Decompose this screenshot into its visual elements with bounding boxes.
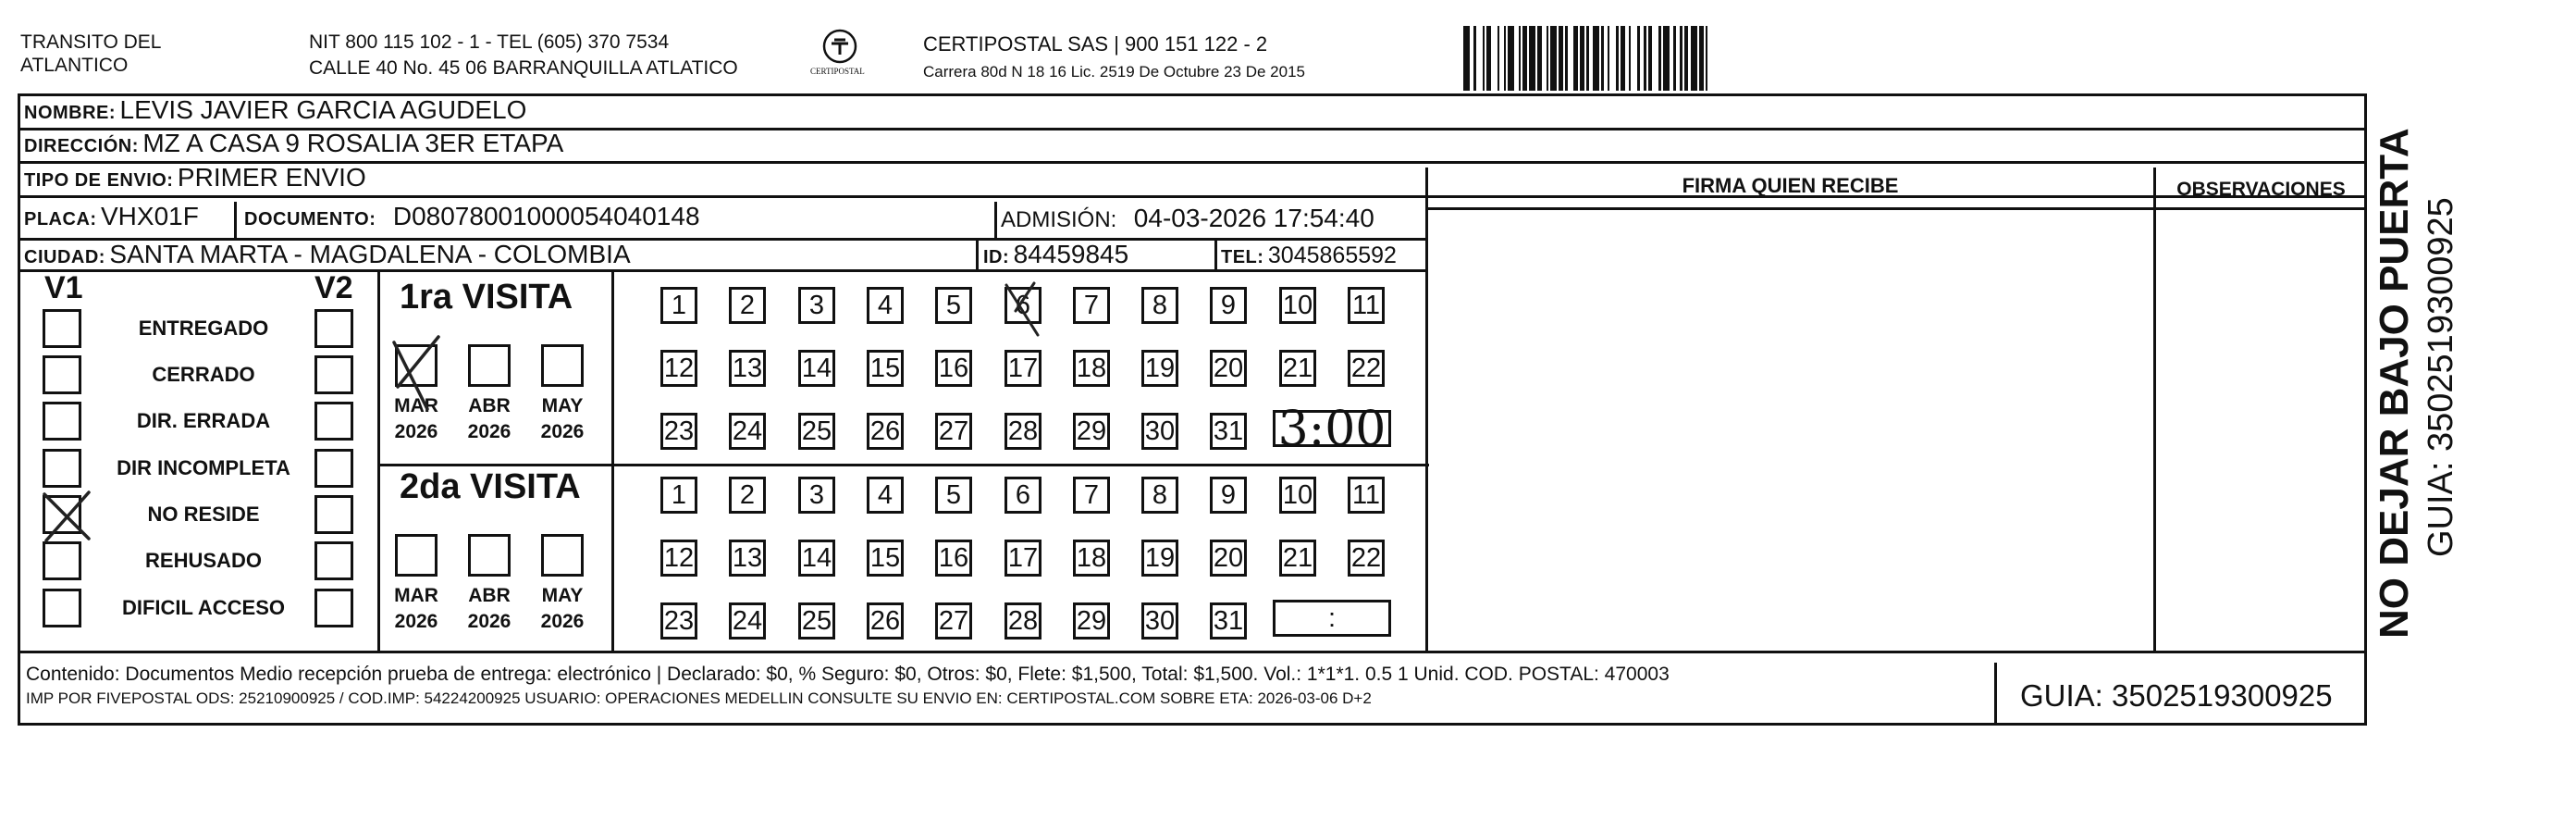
day-box[interactable]: 7 bbox=[1073, 287, 1110, 324]
day-box[interactable]: 7 bbox=[1073, 477, 1110, 514]
firma-area[interactable] bbox=[1427, 209, 2153, 652]
day-box[interactable]: 2 bbox=[729, 287, 766, 324]
day-box[interactable]: 28 bbox=[1005, 413, 1041, 450]
logo-text: CERTIPOSTAL bbox=[810, 67, 865, 76]
month-label: ABR bbox=[468, 395, 511, 416]
day-box[interactable]: 13 bbox=[729, 540, 766, 577]
id-value: 84459845 bbox=[1013, 240, 1129, 268]
day-box[interactable]: 24 bbox=[729, 602, 766, 640]
v1-checkbox[interactable] bbox=[43, 402, 81, 441]
day-box[interactable]: 17 bbox=[1005, 540, 1041, 577]
admision-value: 04-03-2026 17:54:40 bbox=[1133, 204, 1374, 232]
v1-checkbox[interactable] bbox=[43, 541, 81, 580]
month-label: MAY bbox=[541, 585, 584, 606]
first-visit-title: 1ra VISITA bbox=[400, 278, 573, 317]
day-box[interactable]: 14 bbox=[798, 350, 835, 387]
month-checkbox[interactable] bbox=[395, 344, 438, 387]
day-box[interactable]: 14 bbox=[798, 540, 835, 577]
month-year: 2026 bbox=[394, 421, 438, 442]
documento-value: D08078001000054040148 bbox=[392, 202, 700, 230]
day-box[interactable]: 29 bbox=[1073, 602, 1110, 640]
month-label: MAY bbox=[541, 395, 584, 416]
v2-checkbox[interactable] bbox=[314, 449, 353, 488]
day-box[interactable]: 11 bbox=[1348, 287, 1385, 324]
day-box[interactable]: 20 bbox=[1210, 350, 1247, 387]
day-box[interactable]: 30 bbox=[1141, 602, 1178, 640]
day-box[interactable]: 3 bbox=[798, 477, 835, 514]
day-box[interactable]: 24 bbox=[729, 413, 766, 450]
status-label: DIFICIL ACCESO bbox=[121, 596, 285, 619]
day-box[interactable]: 16 bbox=[935, 540, 972, 577]
day-box[interactable]: 30 bbox=[1141, 413, 1178, 450]
day-box[interactable]: 26 bbox=[867, 413, 904, 450]
side-guia: GUIA: 3502519300925 bbox=[2422, 197, 2460, 557]
month-checkbox[interactable] bbox=[468, 344, 511, 387]
day-box[interactable]: 1 bbox=[660, 477, 697, 514]
day-box[interactable]: 17 bbox=[1005, 350, 1041, 387]
tipo-envio-label: TIPO DE ENVIO: bbox=[24, 170, 174, 191]
second-visit-time[interactable]: : bbox=[1273, 600, 1391, 637]
org-address: CALLE 40 No. 45 06 BARRANQUILLA ATLATICO bbox=[309, 57, 738, 79]
day-box[interactable]: 22 bbox=[1348, 540, 1385, 577]
ciudad-label: CIUDAD: bbox=[24, 247, 105, 267]
day-box[interactable]: 9 bbox=[1210, 477, 1247, 514]
day-box[interactable]: 26 bbox=[867, 602, 904, 640]
v2-checkbox[interactable] bbox=[314, 589, 353, 627]
day-box[interactable]: 18 bbox=[1073, 350, 1110, 387]
courier-address: Carrera 80d N 18 16 Lic. 2519 De Octubre 23 De 2015 bbox=[923, 63, 1305, 81]
month-label: MAR bbox=[394, 395, 438, 416]
month-label: MAR bbox=[394, 585, 438, 606]
day-box[interactable]: 4 bbox=[867, 287, 904, 324]
contenido-text: Contenido: Documentos Medio recepción prueba de entrega: electrónico | Declarado: $0, % Seguro: $0, Otros: $0, Flete: $1,500, Total: $1,500. Vol.: 1*1*1. 0.5 1 Unid. COD. POSTAL: 470003 bbox=[26, 664, 1670, 685]
day-box[interactable]: 8 bbox=[1141, 287, 1178, 324]
v1-checkbox[interactable] bbox=[43, 449, 81, 488]
tel-cell bbox=[1221, 242, 1397, 269]
v2-checkbox[interactable] bbox=[314, 402, 353, 441]
second-visit-title: 2da VISITA bbox=[400, 467, 581, 506]
status-label: REHUSADO bbox=[145, 549, 262, 572]
org-name-line1: TRANSITO DEL bbox=[20, 31, 162, 53]
month-year: 2026 bbox=[467, 611, 512, 632]
month-year: 2026 bbox=[540, 611, 585, 632]
month-year: 2026 bbox=[394, 611, 438, 632]
id-label: ID: bbox=[983, 247, 1010, 267]
v2-checkbox[interactable] bbox=[314, 309, 353, 348]
v2-checkbox[interactable] bbox=[314, 355, 353, 394]
day-box[interactable]: 27 bbox=[935, 413, 972, 450]
day-box[interactable]: 22 bbox=[1348, 350, 1385, 387]
status-label: NO RESIDE bbox=[147, 503, 260, 526]
day-box[interactable]: 25 bbox=[798, 413, 835, 450]
v1-checkbox[interactable] bbox=[43, 309, 81, 348]
v2-label: V2 bbox=[314, 270, 353, 305]
day-box[interactable]: 5 bbox=[935, 287, 972, 324]
day-box[interactable]: 4 bbox=[867, 477, 904, 514]
month-checkbox[interactable] bbox=[541, 344, 584, 387]
v1-checkbox[interactable] bbox=[43, 495, 81, 534]
admision-cell bbox=[1001, 204, 1374, 233]
month-label: ABR bbox=[468, 585, 511, 606]
certipostal-logo-icon bbox=[821, 28, 858, 65]
month-checkbox[interactable] bbox=[395, 534, 438, 577]
day-box[interactable]: 2 bbox=[729, 477, 766, 514]
ciudad-cell bbox=[24, 240, 631, 269]
day-box[interactable]: 31 bbox=[1210, 602, 1247, 640]
month-checkbox[interactable] bbox=[468, 534, 511, 577]
day-box[interactable]: 18 bbox=[1073, 540, 1110, 577]
status-label: ENTREGADO bbox=[138, 317, 269, 340]
v1-label: V1 bbox=[44, 270, 83, 305]
nombre-label: NOMBRE: bbox=[24, 103, 117, 123]
placa-cell bbox=[24, 202, 199, 231]
org-name-line2: ATLANTICO bbox=[20, 55, 129, 76]
documento-label: DOCUMENTO: bbox=[244, 209, 376, 230]
id-cell bbox=[983, 240, 1128, 269]
tel-label: TEL: bbox=[1221, 247, 1264, 267]
firma-label: FIRMA QUIEN RECIBE bbox=[1682, 174, 1899, 197]
day-box[interactable]: 12 bbox=[660, 540, 697, 577]
day-box[interactable]: 25 bbox=[798, 602, 835, 640]
placa-label: PLACA: bbox=[24, 209, 97, 230]
day-box[interactable]: 3 bbox=[798, 287, 835, 324]
day-box[interactable]: 31 bbox=[1210, 413, 1247, 450]
day-box[interactable]: 21 bbox=[1279, 540, 1316, 577]
direccion-label: DIRECCIÓN: bbox=[24, 136, 139, 156]
admision-label: ADMISIÓN: bbox=[1001, 207, 1117, 232]
day-box[interactable]: 15 bbox=[867, 350, 904, 387]
tipo-envio-value: PRIMER ENVIO bbox=[177, 163, 366, 192]
month-year: 2026 bbox=[540, 421, 585, 442]
nombre-row bbox=[24, 95, 526, 125]
day-box[interactable]: 23 bbox=[660, 602, 697, 640]
day-box[interactable]: 13 bbox=[729, 350, 766, 387]
tipo-envio-row bbox=[24, 163, 366, 192]
day-box[interactable]: 9 bbox=[1210, 287, 1247, 324]
status-label: DIR INCOMPLETA bbox=[117, 456, 290, 479]
day-box[interactable]: 6 bbox=[1005, 287, 1041, 324]
nombre-value: LEVIS JAVIER GARCIA AGUDELO bbox=[119, 95, 527, 124]
month-checkbox[interactable] bbox=[541, 534, 584, 577]
v2-checkbox[interactable] bbox=[314, 541, 353, 580]
observaciones-area[interactable] bbox=[2156, 209, 2365, 652]
v2-checkbox[interactable] bbox=[314, 495, 353, 534]
day-box[interactable]: 8 bbox=[1141, 477, 1178, 514]
day-box[interactable]: 19 bbox=[1141, 350, 1178, 387]
day-box[interactable]: 15 bbox=[867, 540, 904, 577]
day-box[interactable]: 29 bbox=[1073, 413, 1110, 450]
ciudad-value: SANTA MARTA - MAGDALENA - COLOMBIA bbox=[109, 240, 631, 268]
barcode bbox=[1463, 26, 2185, 91]
day-box[interactable]: 27 bbox=[935, 602, 972, 640]
placa-value: VHX01F bbox=[101, 202, 199, 230]
day-box[interactable]: 16 bbox=[935, 350, 972, 387]
day-box[interactable]: 10 bbox=[1279, 287, 1316, 324]
first-visit-time[interactable]: 3:00 bbox=[1273, 410, 1391, 447]
courier-name: CERTIPOSTAL SAS | 900 151 122 - 2 bbox=[923, 32, 1268, 56]
month-year: 2026 bbox=[467, 421, 512, 442]
day-box[interactable]: 28 bbox=[1005, 602, 1041, 640]
day-box[interactable]: 11 bbox=[1348, 477, 1385, 514]
day-box[interactable]: 20 bbox=[1210, 540, 1247, 577]
direccion-row bbox=[24, 129, 563, 158]
status-label: DIR. ERRADA bbox=[136, 409, 271, 432]
tel-value: 3045865592 bbox=[1267, 242, 1397, 268]
v1-checkbox[interactable] bbox=[43, 589, 81, 627]
day-box[interactable]: 5 bbox=[935, 477, 972, 514]
day-box[interactable]: 19 bbox=[1141, 540, 1178, 577]
v1-checkbox[interactable] bbox=[43, 355, 81, 394]
day-box[interactable]: 6 bbox=[1005, 477, 1041, 514]
org-nit: NIT 800 115 102 - 1 - TEL (605) 370 7534 bbox=[309, 31, 670, 53]
direccion-value: MZ A CASA 9 ROSALIA 3ER ETAPA bbox=[142, 129, 564, 157]
day-box[interactable]: 23 bbox=[660, 413, 697, 450]
imp-text: IMP POR FIVEPOSTAL ODS: 25210900925 / COD.IMP: 54224200925 USUARIO: OPERACIONES MEDELLIN CONSULTE SU ENVIO EN: CERTIPOSTAL.COM SOBRE ETA: 2026-03-06 D+2 bbox=[26, 689, 1372, 707]
documento-cell bbox=[244, 202, 700, 231]
day-box[interactable]: 12 bbox=[660, 350, 697, 387]
footer-guia: GUIA: 3502519300925 bbox=[2020, 678, 2333, 713]
status-label: CERRADO bbox=[152, 363, 255, 386]
day-box[interactable]: 21 bbox=[1279, 350, 1316, 387]
day-box[interactable]: 1 bbox=[660, 287, 697, 324]
side-warning: NO DEJAR BAJO PUERTA bbox=[2372, 128, 2417, 639]
day-box[interactable]: 10 bbox=[1279, 477, 1316, 514]
observaciones-label: OBSERVACIONES bbox=[2176, 179, 2346, 200]
